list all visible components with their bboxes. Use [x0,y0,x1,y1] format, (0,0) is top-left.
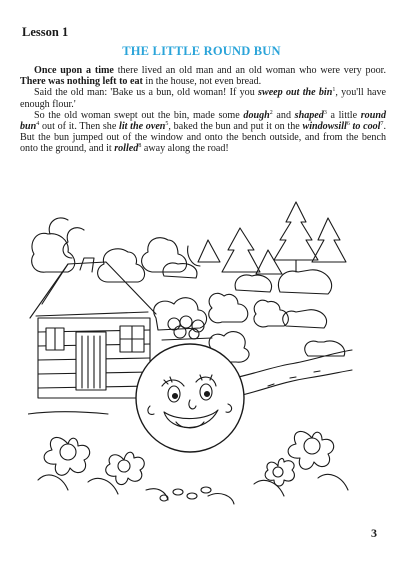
footnote-marker: 8 [138,143,142,150]
text-run: away along the road! [141,143,229,155]
footnote-marker: 2 [269,109,273,116]
text-run: there lived an old man and an old woman who were very poor. [113,65,387,76]
text-run: So the old woman swept out the bin, made some [34,109,244,121]
text-run: a little [326,109,361,121]
footnote-marker: 6 [346,121,350,128]
cottage-icon [30,258,156,398]
bold-phrase: There was nothing left to eat [20,76,143,88]
text-run: , you'll have enough flour.' [20,87,386,110]
story-text [20,65,386,155]
round-bun-character-icon [136,344,244,452]
footnote-marker: 1 [332,87,336,94]
text-run: . But the bun jumped out of the window and onto the bench outside, and from the bench onto the ground, and it [20,121,387,155]
forest-trees-icon [32,202,346,294]
vocab-term: round bun [20,109,386,133]
little-round-bun-coloring-illustration [28,200,354,514]
text-run: Said the old man: 'Bake us a bun, old woman! If you [34,87,259,99]
footnote-marker: 7 [380,121,384,128]
vocab-term: to cool [349,121,381,133]
vocab-term: shaped [294,109,324,121]
text-run: , baked the bun and put it on the [168,121,303,133]
vocab-term: windowsill [302,121,347,133]
page-number: 3 [371,526,377,540]
vocab-term: dough [243,109,270,121]
vocab-term: rolled [114,143,139,155]
bold-phrase: Once upon a time [34,65,114,76]
story-title: THE LITTLE ROUND BUN [122,44,281,58]
story-paragraph-1 [20,65,386,87]
story-paragraph-3 [20,110,386,155]
text-run: out of it. Then she [39,121,120,133]
lesson-heading: Lesson 1 [22,25,69,39]
text-run: and [272,109,295,121]
vocab-term: sweep out the bin [258,87,333,99]
story-paragraph-2 [20,87,386,109]
footnote-marker: 3 [323,109,327,116]
text-run: in the house, not even bread. [142,76,262,88]
window-flowers-icon [162,316,212,340]
footnote-marker: 5 [165,121,169,128]
footnote-marker: 4 [36,121,40,128]
vocab-term: lit the oven [119,121,166,133]
